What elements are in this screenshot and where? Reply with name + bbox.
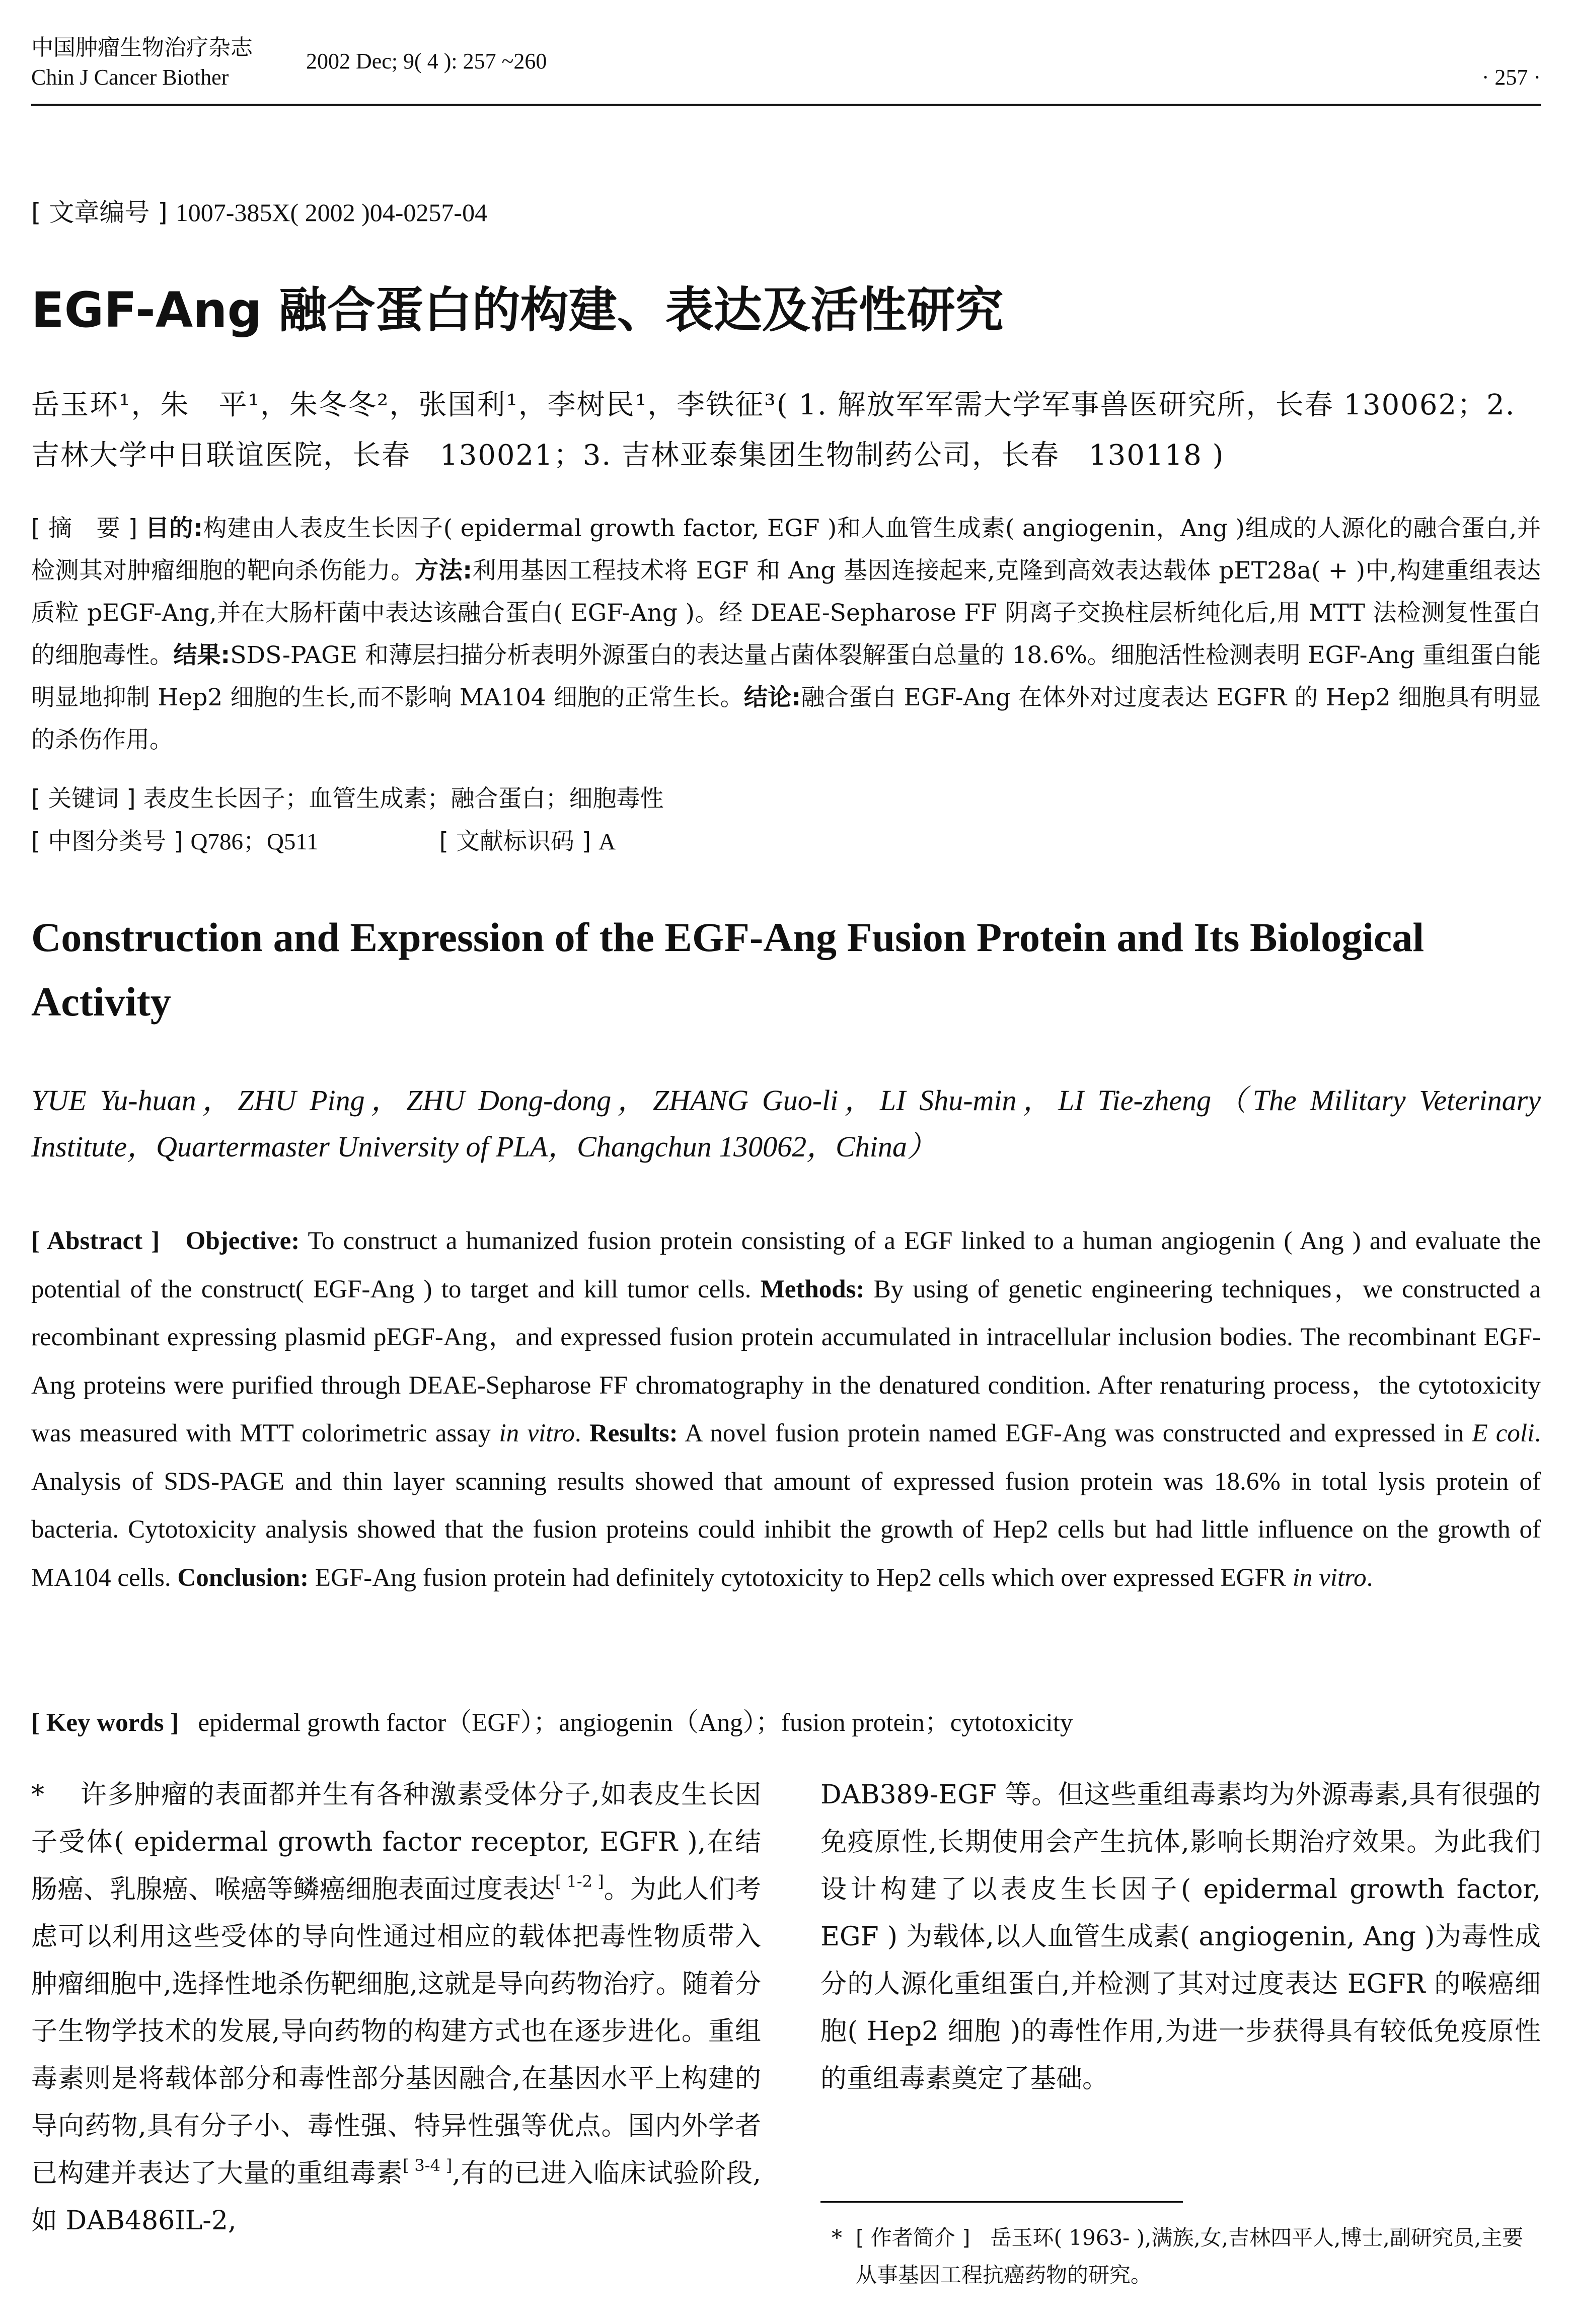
english-abstract: [ Abstract ] Objective: To construct a humanized fusion protein consisting of a EGF linked to a human angiogenin ( Ang ) and evaluate the potential of the construct( EGF-Ang ) to target and kill tumor cells. Methods: By using of genetic engineering techniques，we constructed a recombinant expressing plasmid pEGF-Ang，and expressed fusion protein accumulated in intracellular inclusion bodies. The recombinant EGF-Ang proteins were purified through DEAE-Sepharose FF chromatography in the denatured condition. After renaturing process，the cytotoxicity was measured with MTT colorimetric assay in vitro. Results: A novel fusion protein named EGF-Ang was constructed and expressed in E coli. Analysis of SDS-PAGE and thin layer scanning results showed that amount of expressed fusion protein was 18.6% in total lysis protein of bacteria. Cytotoxicity analysis showed that the fusion proteins could inhibit the growth of Hep2 cells but had little influence on the growth of MA104 cells. Conclusion: EGF-Ang fusion protein had definitely cytotoxicity to Hep2 cells which over expressed EGFR in vitro. — [31, 1227, 1541, 1592]
objective-text-en: To construct a humanized fusion protein consisting of a EGF linked to a human angiogenin ( Ang ) and evaluate the potential of the construct( EGF-Ang ) to target and kill tumor cells. — [31, 1227, 1541, 1303]
body-right-column — [820, 1771, 1541, 2102]
body-paragraph-3: ,有的已进入临床试验阶段,如 DAB486IL-2, — [31, 2158, 761, 2236]
conclusion-text-cn: 融合蛋白 EGF-Ang 在体外对过度表达 EGFR 的 Hep2 细胞具有明显的杀伤作用。 — [31, 684, 1541, 754]
body-paragraph-1: 许多肿瘤的表面都并生有各种激素受体分子,如表皮生长因子受体( epidermal growth factor receptor, EGFR ),在结肠癌、乳腺癌、喉癌等鳞癌细胞表面过度表达 — [31, 1780, 761, 1905]
results-label-cn: 结果: — [173, 641, 231, 669]
doc-code-value: A — [598, 829, 616, 855]
keywords-value-en: epidermal growth factor（EGF）；angiogenin（Ang）；fusion protein；cytotoxicity — [198, 1709, 1073, 1737]
body-paragraph-right: DAB389-EGF 等。但这些重组毒素均为外源毒素,具有很强的免疫原性,长期使用会产生抗体,影响长期治疗效果。为此我们设计构建了以表皮生长因子( epidermal growth factor, EGF ) 为载体,以人血管生成素( angiogenin, Ang )为毒性成分的人源化重组蛋白,并检测了其对过度表达 EGFR 的喉癌细胞( Hep2 细胞 )的毒性作用,为进一步获得具有较低免疫原性的重组毒素奠定了基础。 — [820, 1780, 1541, 2094]
citation-ref-2: [ 3-4 ] — [403, 2156, 453, 2175]
body-paragraph-2: 。为此人们考虑可以利用这些受体的导向性通过相应的载体把毒性物质带入肿瘤细胞中,选择性地杀伤靶细胞,这就是导向药物治疗。随着分子生物学技术的发展,导向药物的构建方式也在逐步进化。重组毒素则是将载体部分和毒性部分基因融合,在基因水平上构建的导向药物,具有分子小、毒性强、特异性强等优点。国内外学者已构建并表达了大量的重组毒素 — [31, 1874, 761, 2189]
doc-code-label: [ 文献标识码 ] — [439, 828, 591, 855]
journal-issue: 2002 Dec; 9( 4 ): 257 ~260 — [306, 49, 547, 74]
footnote-star: * — [832, 2225, 842, 2250]
footnote-rule — [820, 2201, 1183, 2203]
results-italic-en: E coli — [1472, 1419, 1535, 1447]
citation-ref-1: [ 1-2 ] — [555, 1872, 604, 1891]
journal-name-cn: 中国肿瘤生物治疗杂志 — [31, 35, 253, 60]
keywords-value-cn: 表皮生长因子；血管生成素；融合蛋白；细胞毒性 — [143, 785, 664, 813]
keywords-label-en: [ Key words ] — [31, 1709, 179, 1737]
results-text-cn: SDS-PAGE 和薄层扫描分析表明外源蛋白的表达量占菌体裂解蛋白总量的 18.6%。细胞活性检测表明 EGF-Ang 重组蛋白能明显地抑制 Hep2 细胞的生长,而不影响 MA104 细胞的正常生长。 — [31, 641, 1541, 711]
chinese-authors: 岳玉环¹，朱 平¹，朱冬冬²，张国利¹，李树民¹，李铁征³( 1. 解放军军需大学军事兽医研究所，长春 130062；2. 吉林大学中日联谊医院，长春 130021；3. 吉林亚泰集团生物制药公司，长春 130118 ) — [31, 389, 1516, 472]
footnote-marker: * — [31, 1780, 44, 1810]
methods-text-en: By using of genetic engineering techniques，we constructed a recombinant expressing plasmid pEGF-Ang，and expressed fusion protein accumulated in intracellular inclusion bodies. The recombinant EGF-Ang proteins were purified through DEAE-Sepharose FF chromatography in the denatured condition. After renaturing process，the cytotoxicity was measured with MTT colorimetric assay — [31, 1275, 1541, 1447]
objective-label-en: Objective: — [185, 1227, 300, 1255]
abstract-label-cn: [ 摘 要 ] — [31, 515, 138, 542]
objective-text-cn: 构建由人表皮生长因子( epidermal growth factor, EGF )和人血管生成素( angiogenin，Ang )组成的人源化的融合蛋白,并检测其对肿瘤细胞的靶向杀伤能力。 — [31, 515, 1541, 585]
header-rule — [31, 104, 1541, 106]
article-number-label: [ 文章编号 ] — [31, 198, 168, 227]
english-keywords — [31, 1699, 1541, 1747]
conclusion-text-en: EGF-Ang fusion protein had definitely cytotoxicity to Hep2 cells which over expressed EGFR — [315, 1563, 1286, 1592]
conclusion-label-cn: 结论: — [743, 684, 801, 711]
objective-label-cn: 目的: — [145, 515, 203, 542]
author-bio-text: 岳玉环( 1963- ),满族,女,吉林四平人,博士,副研究员,主要从事基因工程抗癌药物的研究。 — [856, 2225, 1524, 2287]
english-authors: YUE Yu-huan，ZHU Ping，ZHU Dong-dong，ZHANG Guo-li，LI Shu-min，LI Tie-zheng（The Military Veterinary Institute，Quartermaster University of PLA，Changchun 130062，China） — [31, 1084, 1541, 1163]
abstract-label-en: [ Abstract ] — [31, 1227, 160, 1255]
journal-name-en: Chin J Cancer Biother — [31, 65, 229, 90]
clc-value: Q786；Q511 — [190, 829, 319, 855]
conclusion-label-en: Conclusion: — [177, 1563, 309, 1592]
page-number: · 257 · — [1481, 65, 1541, 90]
keywords-label-cn: [ 关键词 ] — [31, 785, 136, 813]
methods-label-cn: 方法: — [414, 557, 473, 585]
methods-label-en: Methods: — [760, 1275, 865, 1303]
conclusion-italic-en: in vitro — [1292, 1563, 1367, 1592]
author-bio-label: [ 作者简介 ] — [856, 2225, 970, 2250]
article-number — [31, 192, 487, 229]
chinese-keywords — [31, 778, 1541, 820]
classification-line — [31, 821, 1541, 863]
methods-italic-en: in vitro — [499, 1419, 575, 1447]
chinese-abstract — [31, 507, 1541, 761]
article-number-value: 1007-385X( 2002 )04-0257-04 — [175, 198, 488, 227]
results-text-b-en: . Analysis of SDS-PAGE and thin layer scanning results showed that amount of expressed fusion protein was 18.6% in total lysis protein of bacteria. Cytotoxicity analysis showed that the fusion proteins could inhibit the growth of Hep2 cells but had little influence on the growth of MA104 cells. — [31, 1419, 1541, 1592]
chinese-title: EGF-Ang 融合蛋白的构建、表达及活性研究 — [31, 282, 1004, 338]
body-left-column — [31, 1771, 761, 2244]
clc-label: [ 中图分类号 ] — [31, 828, 183, 855]
results-text-a-en: A novel fusion protein named EGF-Ang was constructed and expressed in — [685, 1419, 1464, 1447]
english-title: Construction and Expression of the EGF-Ang Fusion Protein and Its Biological Activity — [31, 914, 1425, 1025]
methods-text-cn: 利用基因工程技术将 EGF 和 Ang 基因连接起来,克隆到高效表达载体 pET28a( + )中,构建重组表达质粒 pEGF-Ang,并在大肠杆菌中表达该融合蛋白( EGF-Ang )。经 DEAE-Sepharose FF 阴离子交换柱层析纯化后,用 MTT 法检测复性蛋白的细胞毒性。 — [31, 557, 1541, 669]
author-footnote — [832, 2219, 1541, 2294]
results-label-en: Results: — [589, 1419, 678, 1447]
